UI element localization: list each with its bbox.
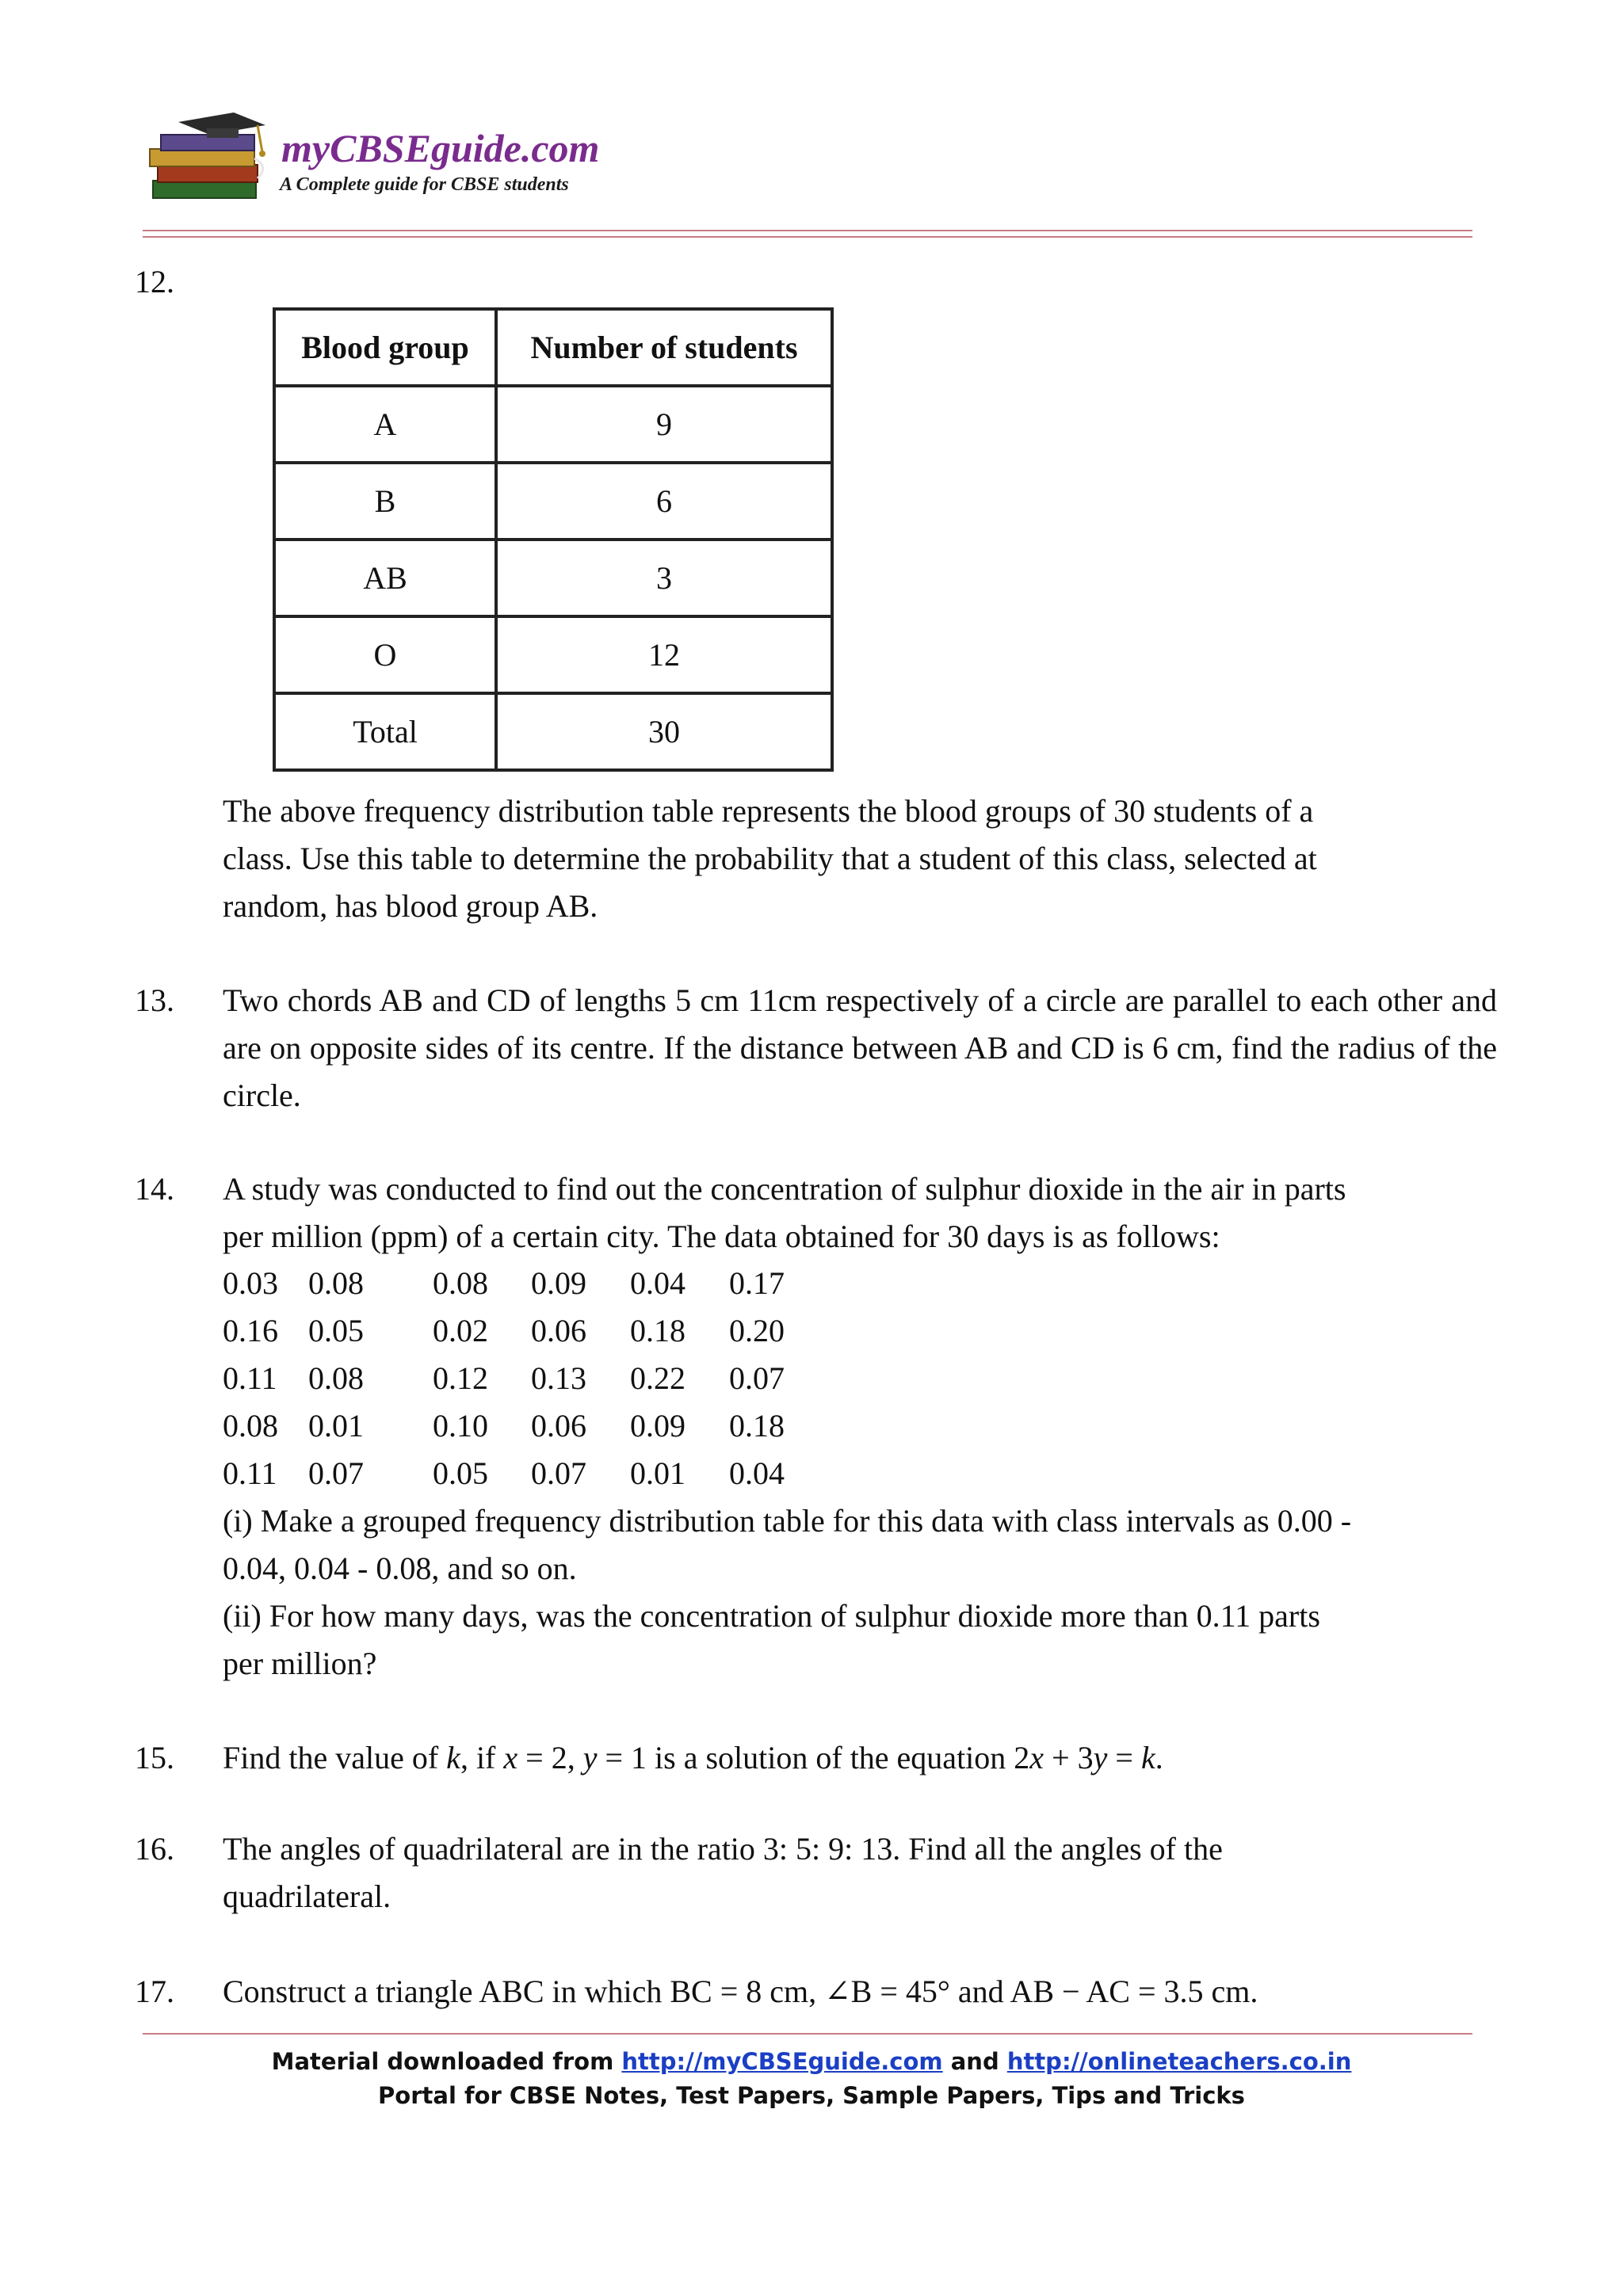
table-cell-count: 9 <box>496 386 832 463</box>
data-value: 0.10 <box>433 1408 488 1444</box>
table-cell-count: 3 <box>496 540 832 616</box>
text-line: A study was conducted to find out the concentration of sulphur dioxide in the air in parts <box>223 1171 1346 1207</box>
data-value: 0.05 <box>433 1455 488 1491</box>
question-13-text <box>223 977 1497 1119</box>
data-value: 0.06 <box>531 1313 586 1348</box>
variable-y: y <box>582 1740 598 1775</box>
question-16-text <box>223 1825 1497 1920</box>
data-value: 0.03 <box>223 1265 278 1301</box>
data-value: 0.20 <box>729 1313 785 1348</box>
text-line: (ii) For how many days, was the concentration of sulphur dioxide more than 0.11 parts <box>223 1598 1320 1634</box>
text-line: per million? <box>223 1646 377 1681</box>
text-run: = <box>1107 1740 1141 1775</box>
question-14-intro <box>223 1165 1497 1261</box>
blood-group-table <box>273 307 834 772</box>
text-run: . <box>1155 1740 1163 1775</box>
variable-k: k <box>446 1740 460 1775</box>
variable-k: k <box>1140 1740 1155 1775</box>
logo-tagline: A Complete guide for CBSE students <box>280 174 569 195</box>
data-value: 0.18 <box>729 1408 785 1444</box>
data-value: 0.04 <box>630 1265 685 1301</box>
text-run: = 2, <box>517 1740 583 1775</box>
table-row <box>274 693 832 770</box>
footer-text: and <box>942 2048 1007 2075</box>
footer-line-1 <box>0 2048 1623 2075</box>
text-line: per million (ppm) of a certain city. The data obtained for 30 days is as follows: <box>223 1219 1220 1254</box>
table-row <box>274 616 832 693</box>
data-value: 0.08 <box>223 1408 278 1444</box>
data-value: 0.08 <box>308 1360 364 1396</box>
variable-x: x <box>1029 1740 1044 1775</box>
text-line: random, has blood group AB. <box>223 888 598 924</box>
table-cell-blood-group: O <box>274 616 496 693</box>
data-value: 0.06 <box>531 1408 586 1444</box>
text-line: class. Use this table to determine the probability that a student of this class, selected at <box>223 841 1317 876</box>
table-row <box>274 540 832 616</box>
data-value: 0.01 <box>630 1455 685 1491</box>
data-value: 0.08 <box>433 1265 488 1301</box>
books-logo-icon <box>147 111 281 214</box>
text-line: 0.04, 0.04 - 0.08, and so on. <box>223 1550 577 1586</box>
text-line: Construct a triangle ABC in which BC = 8 cm, ∠B = 45° and AB − AC = 3.5 cm. <box>223 1974 1258 2009</box>
data-value: 0.22 <box>630 1360 685 1396</box>
data-value: 0.07 <box>531 1455 586 1491</box>
data-value: 0.16 <box>223 1313 278 1348</box>
table-row <box>274 386 832 463</box>
logo-title: myCBSEguide.com <box>281 126 600 170</box>
question-14-number: 14. <box>135 1171 174 1207</box>
table-cell-blood-group: B <box>274 463 496 540</box>
data-value: 0.11 <box>223 1455 277 1491</box>
variable-x: x <box>503 1740 518 1775</box>
data-value: 0.07 <box>729 1360 785 1396</box>
question-14-part-ii <box>223 1592 1497 1688</box>
question-16-number: 16. <box>135 1831 174 1867</box>
data-value: 0.02 <box>433 1313 488 1348</box>
footer-rule <box>143 2033 1472 2035</box>
table-cell-count: 12 <box>496 616 832 693</box>
text-run: , if <box>460 1740 504 1775</box>
data-value: 0.05 <box>308 1313 364 1348</box>
text-run: Find the value of <box>223 1740 447 1775</box>
text-line: The above frequency distribution table represents the blood groups of 30 students of a <box>223 793 1314 829</box>
footer-link-mycbseguide[interactable]: http://myCBSEguide.com <box>621 2048 943 2075</box>
table-cell-count: 6 <box>496 463 832 540</box>
question-15-number: 15. <box>135 1740 174 1775</box>
text-line: (i) Make a grouped frequency distribution table for this data with class intervals as 0.00 - <box>223 1503 1352 1539</box>
data-value: 0.09 <box>630 1408 685 1444</box>
table-cell-count: 30 <box>496 693 832 770</box>
data-value: 0.18 <box>630 1313 685 1348</box>
text-line: quadrilateral. <box>223 1878 391 1914</box>
table-cell-blood-group: A <box>274 386 496 463</box>
site-logo <box>147 111 622 214</box>
data-value: 0.09 <box>531 1265 586 1301</box>
footer-link-onlineteachers[interactable]: http://onlineteachers.co.in <box>1006 2048 1352 2075</box>
text-line <box>223 1734 1497 1782</box>
header-rule-bottom <box>143 236 1472 238</box>
question-13-paragraph: Two chords AB and CD of lengths 5 cm 11cm respectively of a circle are parallel to each other and are on opposite sides of its centre. If the distance between AB and CD is 6 cm, find the radius of the circle. <box>223 982 1497 1113</box>
table-header-number-of-students: Number of students <box>496 309 832 386</box>
table-cell-blood-group: AB <box>274 540 496 616</box>
table-row <box>274 463 832 540</box>
data-value: 0.17 <box>729 1265 785 1301</box>
table-header-row <box>274 309 832 386</box>
data-value: 0.01 <box>308 1408 364 1444</box>
header-rule-top <box>143 230 1472 231</box>
question-17-number: 17. <box>135 1974 174 2009</box>
text-run: = 1 is a solution of the equation 2 <box>597 1740 1030 1775</box>
text-line: The angles of quadrilateral are in the ratio 3: 5: 9: 13. Find all the angles of the <box>223 1831 1223 1867</box>
question-12-number: 12. <box>135 264 174 299</box>
data-value: 0.12 <box>433 1360 488 1396</box>
question-14-part-i <box>223 1497 1497 1592</box>
data-value: 0.04 <box>729 1455 785 1491</box>
question-13-number: 13. <box>135 982 174 1018</box>
question-12-text <box>223 788 1497 930</box>
data-value: 0.11 <box>223 1360 277 1396</box>
table-header-blood-group: Blood group <box>274 309 496 386</box>
data-value: 0.07 <box>308 1455 364 1491</box>
question-17-text <box>223 1968 1497 2016</box>
footer-line-2: Portal for CBSE Notes, Test Papers, Sample Papers, Tips and Tricks <box>378 2082 1245 2109</box>
variable-y: y <box>1093 1740 1108 1775</box>
data-value: 0.13 <box>531 1360 586 1396</box>
table-cell-blood-group: Total <box>274 693 496 770</box>
question-15-text <box>223 1734 1497 1782</box>
text-run: + 3 <box>1044 1740 1094 1775</box>
footer-text: Material downloaded from <box>271 2048 622 2075</box>
data-value: 0.08 <box>308 1265 364 1301</box>
